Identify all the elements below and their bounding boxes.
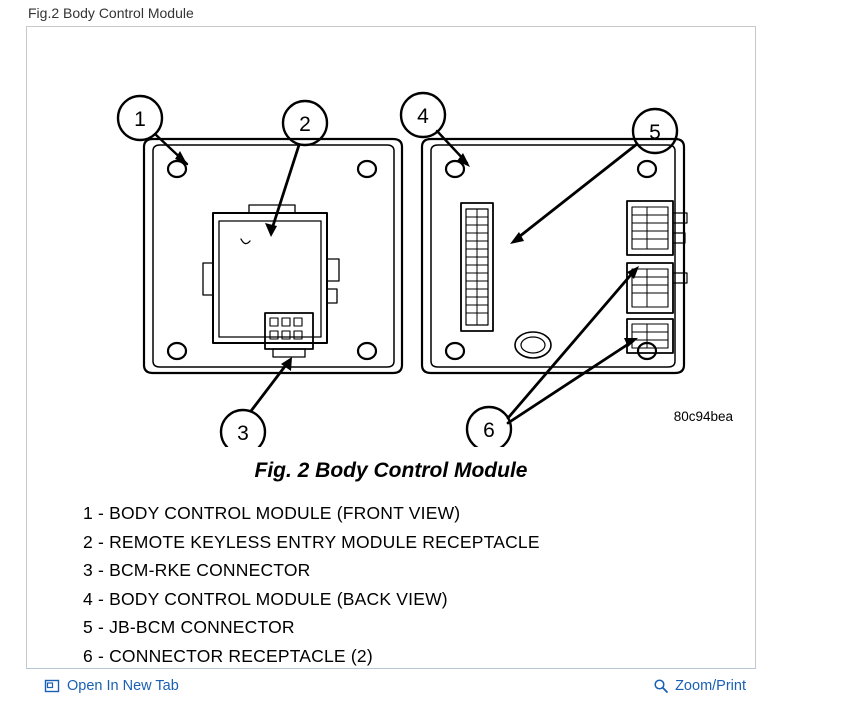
zoom-print-label: Zoom/Print <box>675 678 746 694</box>
legend-item: 4 - BODY CONTROL MODULE (BACK VIEW) <box>83 588 448 609</box>
svg-text:2: 2 <box>299 113 311 136</box>
open-in-new-tab-label: Open In New Tab <box>67 678 179 694</box>
svg-text:6: 6 <box>483 419 495 442</box>
open-in-new-tab-icon <box>44 678 60 694</box>
figure-panel <box>26 26 756 674</box>
svg-text:5: 5 <box>649 121 661 144</box>
artwork-code: 80c94bea <box>673 409 733 424</box>
svg-text:4: 4 <box>417 105 429 128</box>
figure-caption: Fig. 2 Body Control Module <box>254 459 528 482</box>
svg-text:3: 3 <box>237 422 249 445</box>
diagram-svg <box>27 27 755 447</box>
open-in-new-tab-button[interactable] <box>44 678 179 694</box>
legend-item: 3 - BCM-RKE CONNECTOR <box>83 560 311 580</box>
legend-item: 6 - CONNECTOR RECEPTACLE (2) <box>83 645 373 666</box>
zoom-print-button[interactable] <box>653 678 746 694</box>
legend-item: 2 - REMOTE KEYLESS ENTRY MODULE RECEPTACLE <box>83 531 540 552</box>
legend-item: 1 - BODY CONTROL MODULE (FRONT VIEW) <box>83 503 461 523</box>
magnifier-icon <box>653 678 669 694</box>
figure-footer-bar <box>26 668 756 706</box>
body-control-module-diagram <box>27 27 755 447</box>
svg-text:1: 1 <box>134 108 146 131</box>
legend-item: 5 - JB-BCM CONNECTOR <box>83 617 295 637</box>
figure-legend <box>83 499 723 670</box>
page-title: Fig.2 Body Control Module <box>0 0 868 26</box>
